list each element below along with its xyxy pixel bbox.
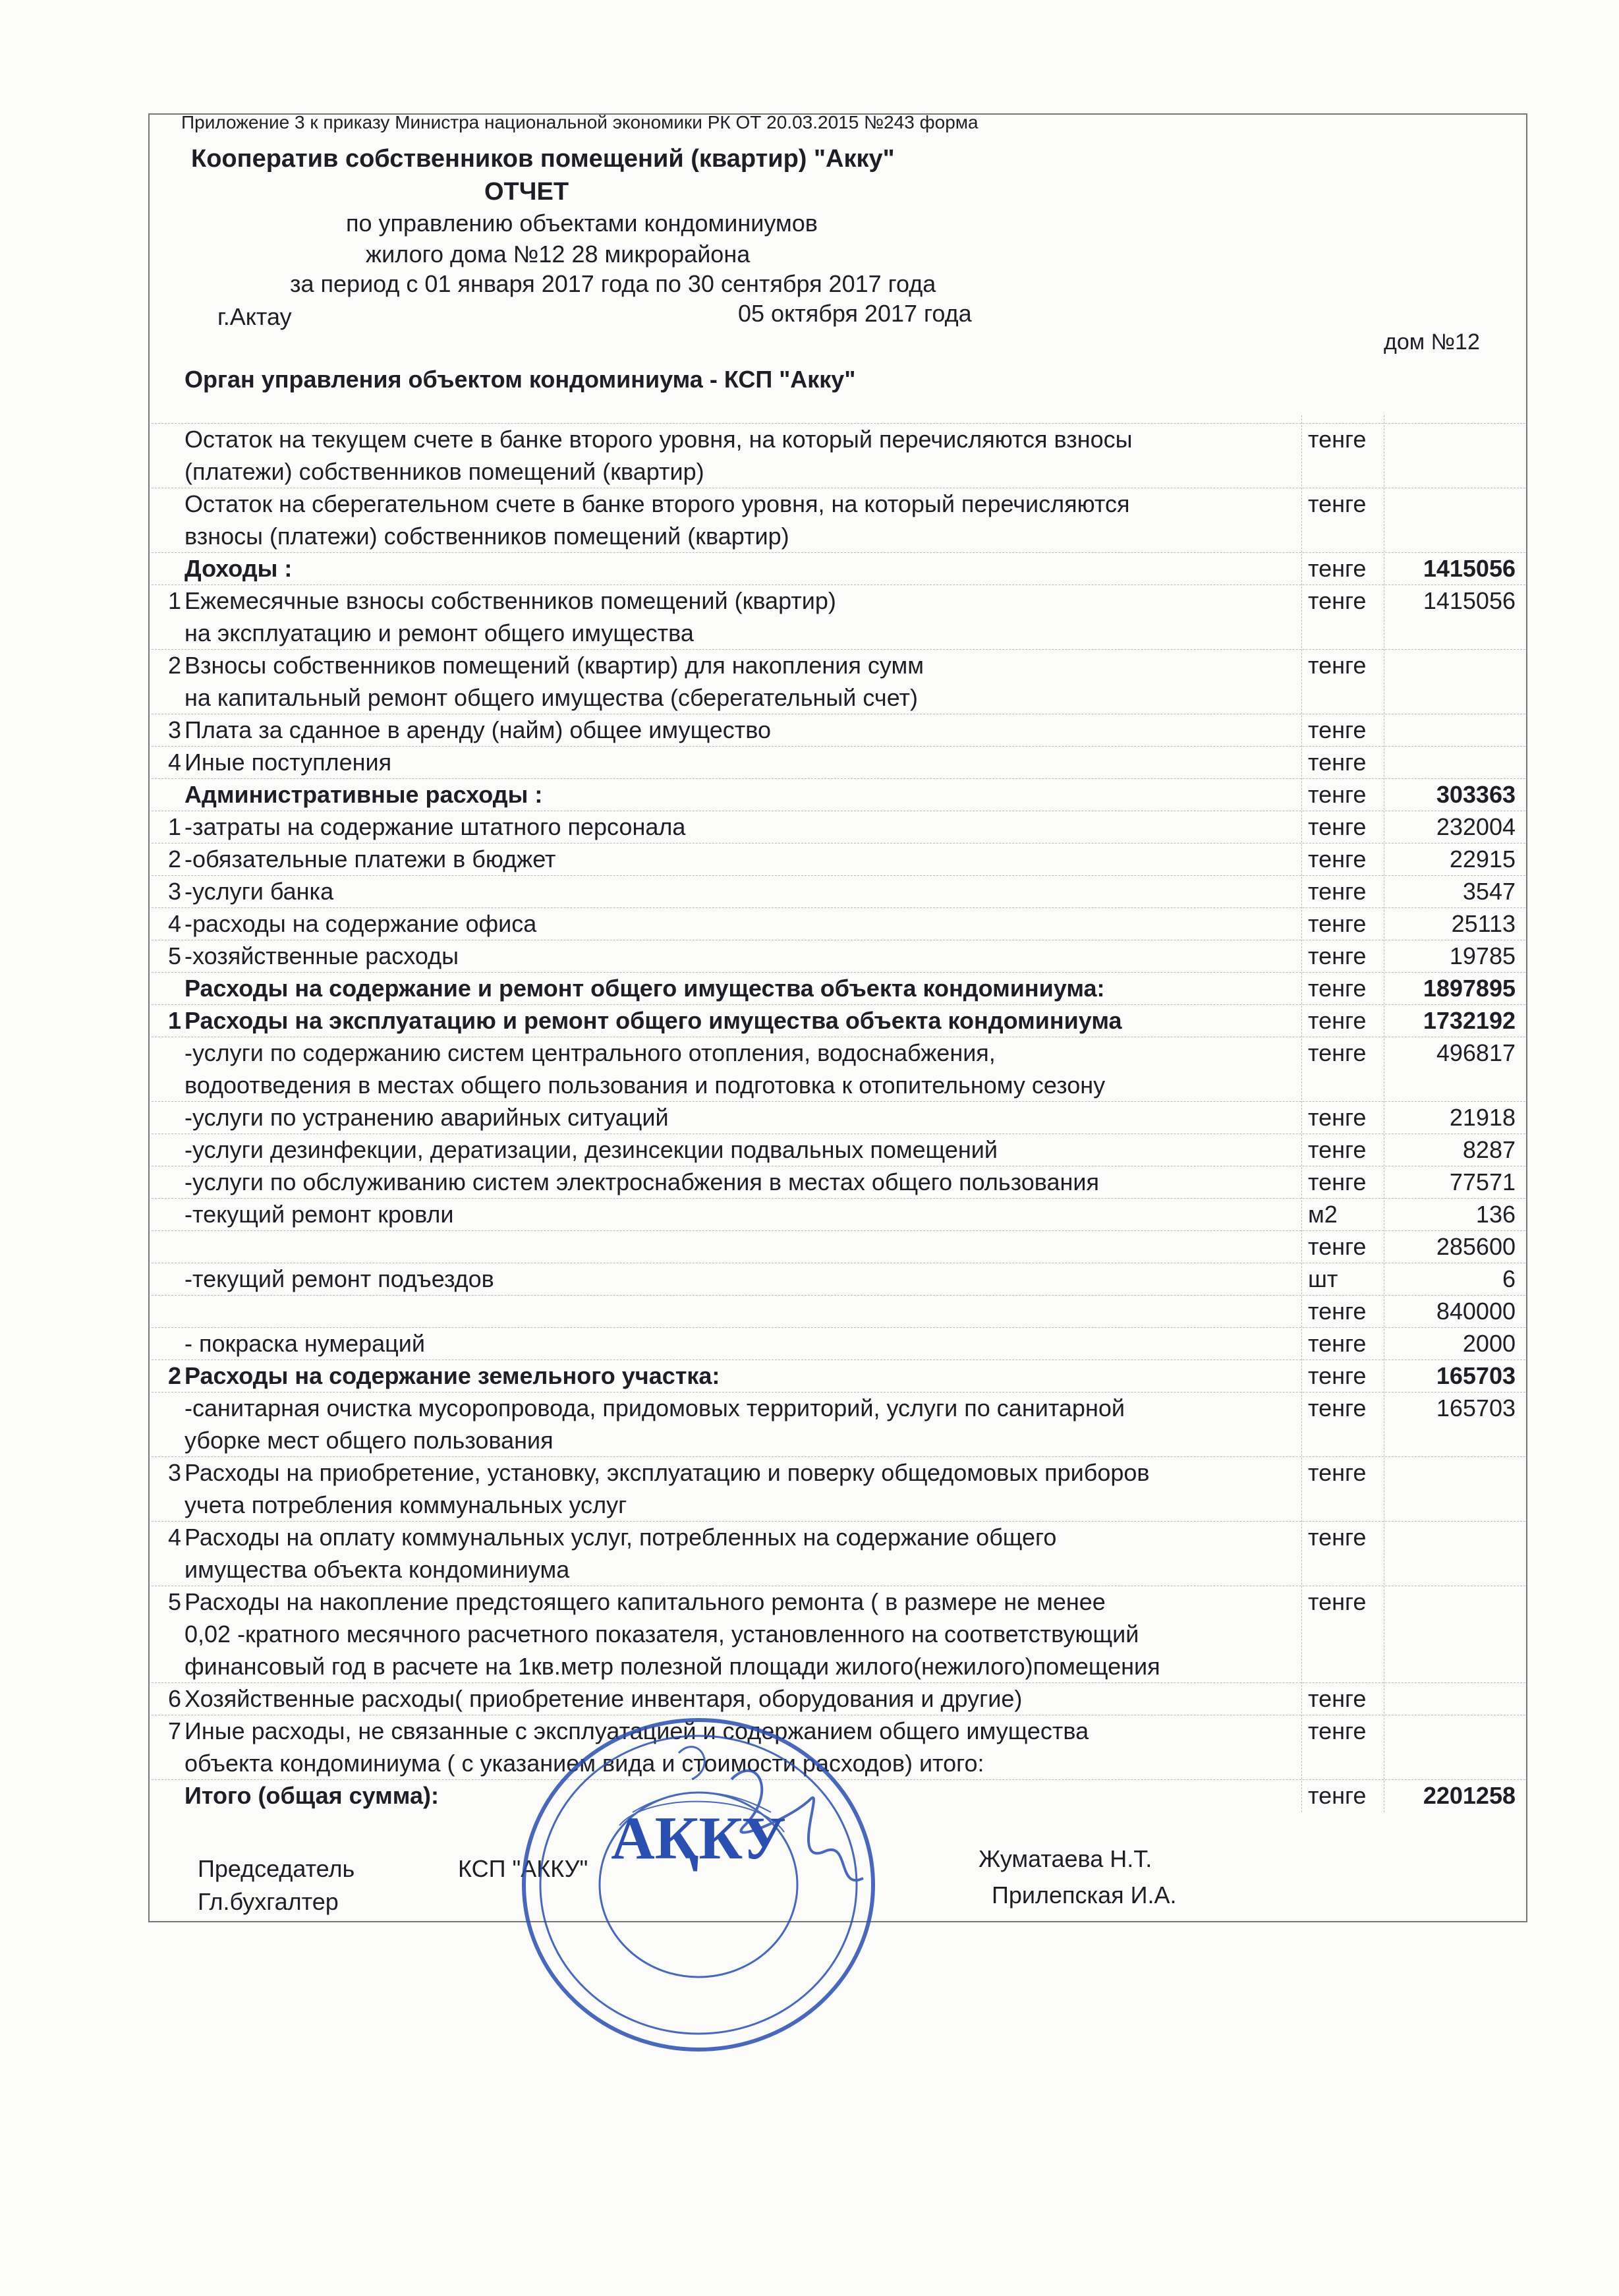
row-label: 0,02 -кратного месячного расчетного показателя, установленного на соответствующий <box>185 1621 1139 1648</box>
row-label: на капитальный ремонт общего имущества (сберегательный счет) <box>185 684 918 711</box>
row-unit: тенге <box>1308 1104 1367 1131</box>
chairman-name: Жуматаева Н.Т. <box>979 1845 1152 1872</box>
row-unit: тенге <box>1308 490 1367 517</box>
chairman-organization: КСП "АККУ" <box>458 1855 588 1882</box>
grid-line-horizontal <box>152 1327 1525 1328</box>
row-label: -услуги по содержанию систем центрального отопления, водоснабжения, <box>185 1039 996 1066</box>
row-number: 2 <box>167 846 181 873</box>
row-unit: тенге <box>1308 1007 1367 1034</box>
row-label: -услуги по устранению аварийных ситуаций <box>185 1104 669 1131</box>
row-label: объекта кондоминиума ( с указанием вида и стоимости расходов) итого: <box>185 1750 984 1777</box>
row-unit: тенге <box>1308 1524 1367 1551</box>
row-label: имущества объекта кондоминиума <box>185 1556 570 1583</box>
row-unit: тенге <box>1308 1136 1367 1163</box>
row-value: 1732192 <box>1423 1007 1516 1034</box>
row-label: Административные расходы : <box>185 781 543 808</box>
row-value: 22915 <box>1449 846 1516 873</box>
chairman-title: Председатель <box>198 1855 355 1882</box>
row-value: 165703 <box>1436 1362 1516 1389</box>
row-unit: тенге <box>1308 1782 1367 1809</box>
appendix-note: Приложение 3 к приказу Министра национальной экономики РК ОТ 20.03.2015 №243 форма <box>181 112 979 132</box>
row-number: 3 <box>167 716 181 743</box>
row-number: 1 <box>167 813 181 840</box>
row-unit: тенге <box>1308 1039 1367 1066</box>
row-label: Взносы собственников помещений (квартир) для накопления сумм <box>185 652 924 679</box>
row-unit: тенге <box>1308 1330 1367 1357</box>
row-label: Итого (общая сумма): <box>185 1782 439 1809</box>
row-unit: тенге <box>1308 1394 1367 1421</box>
row-unit: тенге <box>1308 587 1367 614</box>
row-label: -санитарная очистка мусоропровода, придомовых территорий, услуги по санитарной <box>185 1394 1125 1421</box>
grid-line-horizontal <box>152 423 1525 424</box>
row-number: 2 <box>167 1362 181 1389</box>
row-label: Остаток на текущем счете в банке второго уровня, на который перечисляются взносы <box>185 426 1133 453</box>
report-date: 05 октября 2017 года <box>738 300 972 327</box>
row-label: -текущий ремонт подъездов <box>185 1265 494 1292</box>
row-number: 1 <box>167 1007 181 1034</box>
row-value: 3547 <box>1462 878 1516 905</box>
grid-line-horizontal <box>152 1004 1525 1005</box>
row-label: -услуги банка <box>185 878 334 905</box>
row-value: 21918 <box>1449 1104 1516 1131</box>
row-label: -текущий ремонт кровли <box>185 1201 454 1228</box>
row-number: 5 <box>167 942 181 969</box>
grid-line-horizontal <box>152 649 1525 650</box>
accountant-title: Гл.бухгалтер <box>198 1888 339 1915</box>
row-label: -услуги по обслуживанию систем электроснабжения в местах общего пользования <box>185 1168 1099 1195</box>
grid-line-horizontal <box>152 778 1525 779</box>
grid-line-horizontal <box>152 907 1525 908</box>
row-unit: тенге <box>1308 749 1367 776</box>
row-unit: тенге <box>1308 975 1367 1002</box>
row-label: Расходы на оплату коммунальных услуг, потребленных на содержание общего <box>185 1524 1057 1551</box>
row-number: 7 <box>167 1717 181 1744</box>
grid-line-horizontal <box>152 746 1525 747</box>
row-number: 6 <box>167 1685 181 1712</box>
row-unit: тенге <box>1308 1588 1367 1615</box>
row-label: -обязательные платежи в бюджет <box>185 846 556 873</box>
row-value: 840000 <box>1436 1298 1516 1325</box>
row-label: Расходы на приобретение, установку, эксплуатацию и поверку общедомовых приборов <box>185 1459 1150 1486</box>
accountant-name: Прилепская И.А. <box>992 1881 1177 1909</box>
row-number: 4 <box>167 749 181 776</box>
row-label: финансовый год в расчете на 1кв.метр полезной площади жилого(нежилого)помещения <box>185 1653 1160 1680</box>
row-label: -затраты на содержание штатного персонала <box>185 813 686 840</box>
grid-line-horizontal <box>152 1101 1525 1102</box>
house-number: дом №12 <box>1384 330 1480 355</box>
organization-seal <box>481 1694 890 2063</box>
row-unit: тенге <box>1308 652 1367 679</box>
row-label: -хозяйственные расходы <box>185 942 459 969</box>
row-unit: тенге <box>1308 813 1367 840</box>
row-label: Расходы на содержание и ремонт общего имущества объекта кондоминиума: <box>185 975 1105 1002</box>
row-value: 496817 <box>1436 1039 1516 1066</box>
row-unit: тенге <box>1308 846 1367 873</box>
row-unit: тенге <box>1308 1717 1367 1744</box>
row-label: Иные поступления <box>185 749 392 776</box>
report-title: ОТЧЕТ <box>484 178 569 206</box>
row-label: - покраска нумераций <box>185 1330 425 1357</box>
grid-line-horizontal <box>152 972 1525 973</box>
row-unit: тенге <box>1308 1685 1367 1712</box>
row-label: Остаток на сберегательном счете в банке второго уровня, на который перечисляются <box>185 490 1130 517</box>
row-unit: тенге <box>1308 716 1367 743</box>
row-unit: тенге <box>1308 910 1367 937</box>
row-label: на эксплуатацию и ремонт общего имущества <box>185 619 694 646</box>
governing-body: Орган управления объектом кондоминиума - КСП "Акку" <box>185 366 856 393</box>
row-label: Иные расходы, не связанные с эксплуатацией и содержанием общего имущества <box>185 1717 1089 1744</box>
row-value: 1415056 <box>1423 555 1516 582</box>
grid-line-horizontal <box>152 1230 1525 1231</box>
row-number: 4 <box>167 1524 181 1551</box>
report-subtitle-1: по управлению объектами кондоминиумов <box>346 210 818 237</box>
row-unit: тенге <box>1308 878 1367 905</box>
row-value: 1415056 <box>1423 587 1516 614</box>
grid-line-horizontal <box>152 552 1525 553</box>
row-value: 8287 <box>1462 1136 1516 1163</box>
grid-line-horizontal <box>152 1198 1525 1199</box>
row-unit: м2 <box>1308 1201 1338 1228</box>
row-value: 25113 <box>1451 910 1516 937</box>
row-number: 2 <box>167 652 181 679</box>
row-label: -расходы на содержание офиса <box>185 910 537 937</box>
row-label: учета потребления коммунальных услуг <box>185 1491 627 1518</box>
row-unit: шт <box>1308 1265 1338 1292</box>
row-label: Плата за сданное в аренду (найм) общее имущество <box>185 716 772 743</box>
grid-line-horizontal <box>152 1456 1525 1457</box>
row-unit: тенге <box>1308 1459 1367 1486</box>
row-unit: тенге <box>1308 1233 1367 1260</box>
row-unit: тенге <box>1308 426 1367 453</box>
row-value: 1897895 <box>1423 975 1516 1002</box>
row-unit: тенге <box>1308 781 1367 808</box>
report-city: г.Актау <box>217 303 292 330</box>
row-number: 4 <box>167 910 181 937</box>
grid-line-horizontal <box>152 1521 1525 1522</box>
row-value: 165703 <box>1436 1394 1516 1421</box>
seal-center-text: АҚКУ <box>611 1804 786 1872</box>
row-label: Расходы на накопление предстоящего капитального ремонта ( в размере не менее <box>185 1588 1106 1615</box>
grid-line-horizontal <box>152 1295 1525 1296</box>
row-unit: тенге <box>1308 942 1367 969</box>
row-value: 285600 <box>1436 1233 1516 1260</box>
grid-line-horizontal <box>152 875 1525 876</box>
grid-line-vertical <box>1301 415 1302 1812</box>
row-label: Хозяйственные расходы( приобретение инвентаря, оборудования и другие) <box>185 1685 1023 1712</box>
report-subtitle-2: жилого дома №12 28 микрорайона <box>366 241 751 268</box>
row-label: уборке мест общего пользования <box>185 1427 554 1454</box>
row-label: Расходы на содержание земельного участка: <box>185 1362 720 1389</box>
row-value: 19785 <box>1449 942 1516 969</box>
row-value: 6 <box>1502 1265 1516 1292</box>
row-label: Расходы на эксплуатацию и ремонт общего имущества объекта кондоминиума <box>185 1007 1122 1034</box>
row-value: 77571 <box>1449 1168 1516 1195</box>
row-number: 3 <box>167 878 181 905</box>
row-label: Доходы : <box>185 555 293 582</box>
row-label: Ежемесячные взносы собственников помещений (квартир) <box>185 587 836 614</box>
row-unit: тенге <box>1308 1298 1367 1325</box>
row-unit: тенге <box>1308 1168 1367 1195</box>
row-number: 1 <box>167 587 181 614</box>
row-number: 5 <box>167 1588 181 1615</box>
row-value: 232004 <box>1436 813 1516 840</box>
report-period: за период с 01 января 2017 года по 30 сентября 2017 года <box>290 270 936 297</box>
row-value: 2000 <box>1462 1330 1516 1357</box>
row-label: водоотведения в местах общего пользования и подготовка к отопительному сезону <box>185 1072 1106 1099</box>
row-number: 3 <box>167 1459 181 1486</box>
grid-line-horizontal <box>152 843 1525 844</box>
row-label: взносы (платежи) собственников помещений (квартир) <box>185 523 789 550</box>
row-value: 2201258 <box>1423 1782 1516 1809</box>
grid-line-horizontal <box>152 1682 1525 1683</box>
row-unit: тенге <box>1308 1362 1367 1389</box>
row-label: -услуги дезинфекции, дератизации, дезинсекции подвальных помещений <box>185 1136 998 1163</box>
organization-name: Кооператив собственников помещений (квартир) "Акку" <box>191 145 895 173</box>
row-unit: тенге <box>1308 555 1367 582</box>
row-label: (платежи) собственников помещений (квартир) <box>185 458 704 485</box>
row-value: 303363 <box>1436 781 1516 808</box>
row-value: 136 <box>1475 1201 1516 1228</box>
